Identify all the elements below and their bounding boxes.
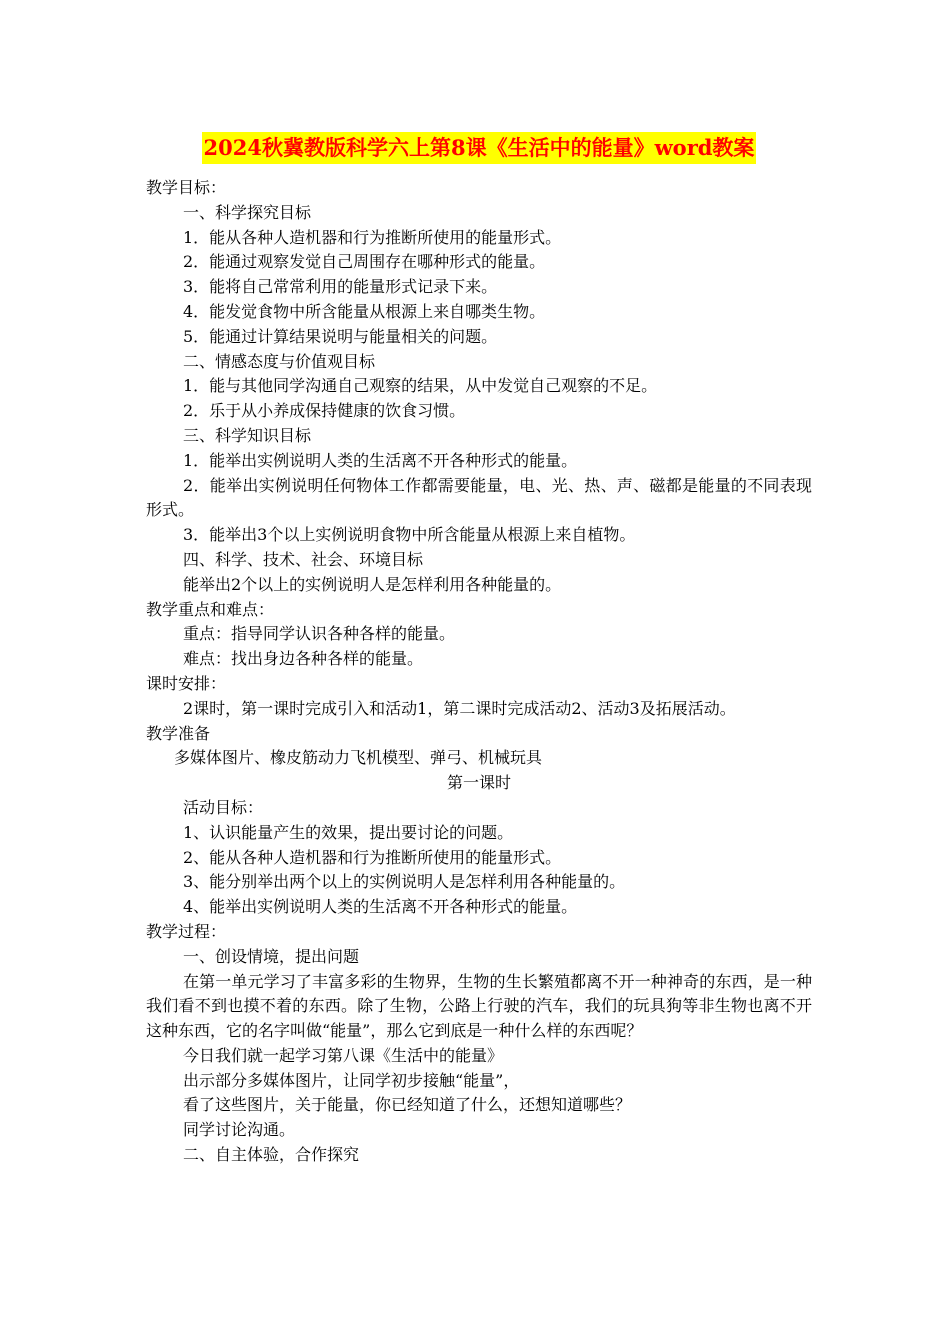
list-item: 1．能与其他同学沟通自己观察的结果，从中发觉自己观察的不足。 <box>183 376 658 396</box>
key-point-text: 重点：指导同学认识各种各样的能量。 <box>183 624 456 644</box>
body-line: 同学讨论沟通。 <box>183 1120 296 1140</box>
subheading-activity-goals: 活动目标： <box>183 797 264 817</box>
list-item-paragraph: 2．能举出实例说明任何物体工作都需要能量，电、光、热、声、磁都是能量的不同表现形式。 <box>146 475 812 520</box>
list-item: 1．能举出实例说明人类的生活离不开各种形式的能量。 <box>183 450 578 470</box>
subheading-create-situation: 一、创设情境，提出问题 <box>183 946 360 966</box>
document-page <box>146 132 812 1168</box>
preparation-text: 多媒体图片、橡皮筋动力飞机模型、弹弓、机械玩具 <box>174 748 543 768</box>
body-paragraph: 在第一单元学习了丰富多彩的生物界，生物的生长繁殖都离不开一种神奇的东西，是一种我们看不到也摸不着的东西。除了生物，公路上行驶的汽车，我们的玩具狗等非生物也离不开这种东西，它的名字叫做“能量”，那么它到底是一种什么样的东西呢？ <box>146 971 812 1041</box>
section-heading-key-points: 教学重点和难点： <box>146 599 275 619</box>
list-item: 1．能从各种人造机器和行为推断所使用的能量形式。 <box>183 227 562 247</box>
section-heading-process: 教学过程： <box>146 921 227 941</box>
difficulty-text: 难点：找出身边各种各样的能量。 <box>183 649 424 669</box>
list-item: 4．能发觉食物中所含能量从根源上来自哪类生物。 <box>183 301 546 321</box>
section-heading-preparation: 教学准备 <box>146 723 211 743</box>
list-item: 2、能从各种人造机器和行为推断所使用的能量形式。 <box>183 847 562 867</box>
list-item: 1、认识能量产生的效果，提出要讨论的问题。 <box>183 822 514 842</box>
body-line: 出示部分多媒体图片，让同学初步接触“能量”， <box>183 1070 520 1090</box>
subheading-self-experience: 二、自主体验，合作探究 <box>183 1145 360 1165</box>
section-heading-teaching-goals: 教学目标： <box>146 178 227 197</box>
title-row <box>146 132 812 172</box>
subheading-science-knowledge: 三、科学知识目标 <box>183 425 312 445</box>
lesson-heading-first: 第一课时 <box>446 773 511 793</box>
body-line: 今日我们就一起学习第八课《生活中的能量》 <box>183 1045 504 1065</box>
list-item: 2．能通过观察发觉自己周围存在哪种形式的能量。 <box>183 252 546 272</box>
list-item: 3、能分别举出两个以上的实例说明人是怎样利用各种能量的。 <box>183 872 626 892</box>
list-item: 3．能将自己常常利用的能量形式记录下来。 <box>183 277 498 297</box>
body-line: 看了这些图片，关于能量，你已经知道了什么，还想知道哪些？ <box>183 1095 632 1115</box>
list-item: 2．乐于从小养成保持健康的饮食习惯。 <box>183 401 466 421</box>
section-heading-schedule: 课时安排： <box>146 673 227 693</box>
list-item: 能举出2个以上的实例说明人是怎样利用各种能量的。 <box>183 574 562 594</box>
list-item: 3．能举出3个以上实例说明食物中所含能量从根源上来自植物。 <box>183 525 636 545</box>
subheading-science-inquiry: 一、科学探究目标 <box>183 202 312 222</box>
list-item: 4、能举出实例说明人类的生活离不开各种形式的能量。 <box>183 897 578 917</box>
subheading-sts-goals: 四、科学、技术、社会、环境目标 <box>183 549 424 569</box>
document-title: 2024秋冀教版科学六上第8课《生活中的能量》word教案 <box>202 132 757 164</box>
subheading-emotion-values: 二、情感态度与价值观目标 <box>183 351 376 371</box>
list-item: 5．能通过计算结果说明与能量相关的问题。 <box>183 326 498 346</box>
schedule-paragraph: 2课时，第一课时完成引入和活动1，第二课时完成活动2、活动3及拓展活动。 <box>183 698 736 718</box>
